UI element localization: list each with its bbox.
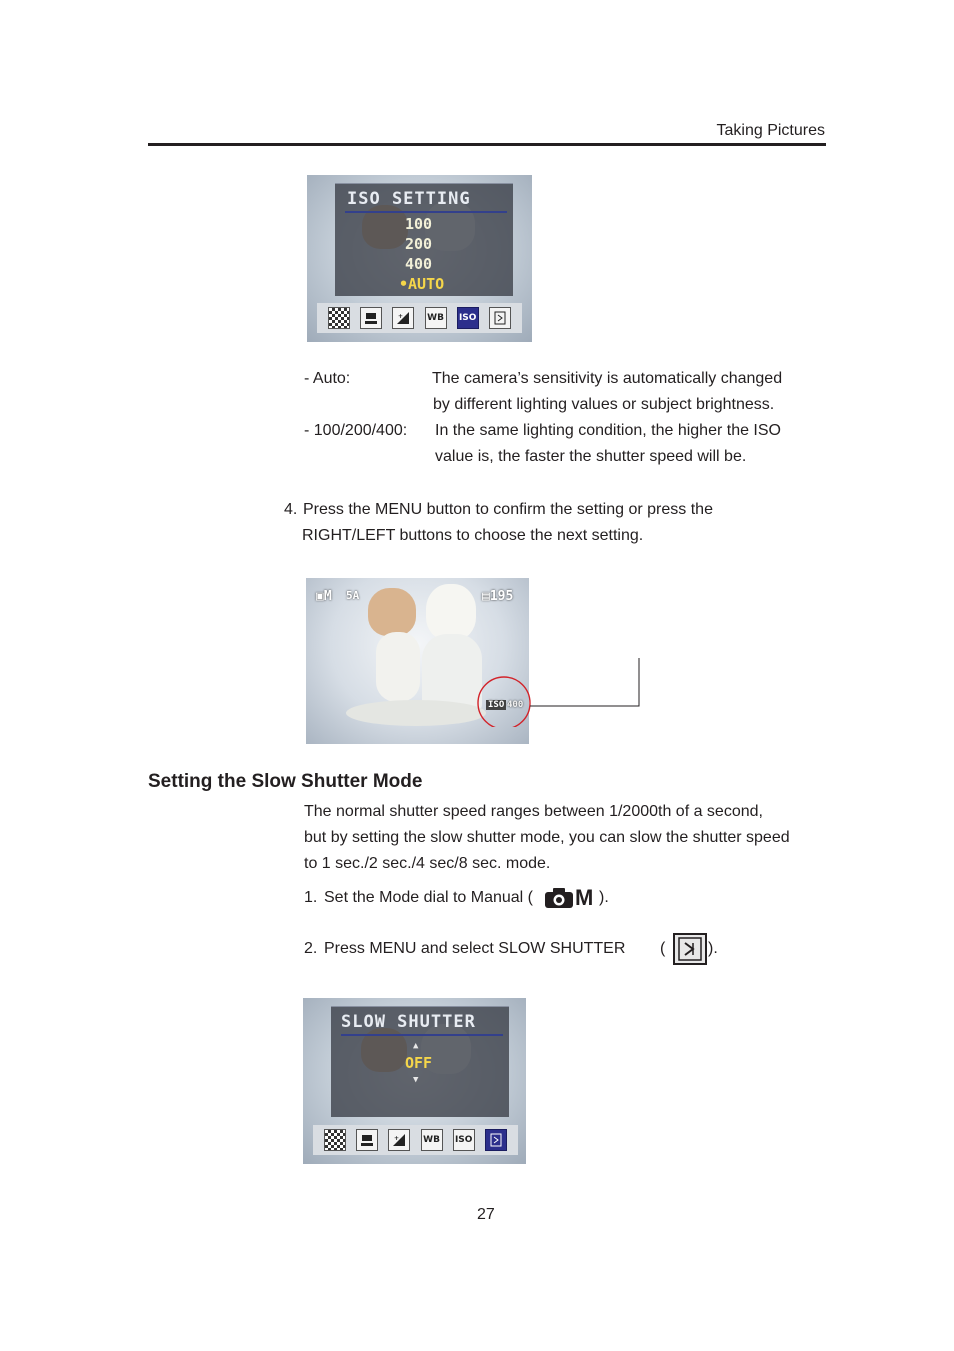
figure-bride-head	[426, 584, 476, 640]
section-heading: Setting the Slow Shutter Mode	[148, 771, 423, 792]
iso-indicator-icon: ISO	[488, 700, 505, 710]
quality-icon[interactable]	[328, 307, 350, 329]
memory-card-icon: ▤	[482, 589, 490, 604]
slow-shutter-icon	[673, 933, 707, 965]
up-arrow-icon[interactable]: ▲	[413, 1041, 419, 1051]
camera-icon	[544, 887, 574, 909]
figurine-base	[346, 700, 486, 726]
figure-groom-body	[376, 632, 420, 702]
section-title: Taking Pictures	[716, 122, 825, 139]
shots-remaining: ▤195	[482, 589, 514, 604]
step-4-line-2: RIGHT/LEFT buttons to choose the next setting.	[302, 527, 644, 544]
menu-underline	[341, 1034, 503, 1036]
note-term-100-200-400: - 100/200/400:	[304, 422, 408, 439]
intro-line-3: to 1 sec./2 sec./4 sec/8 sec. mode.	[304, 855, 551, 872]
iso-option-auto[interactable]: •AUTO	[399, 275, 445, 293]
note-auto-line-1: The camera’s sensitivity is automatically changed	[432, 370, 783, 387]
sharpness-icon[interactable]	[356, 1129, 378, 1151]
iso-option-100[interactable]: 100	[405, 215, 433, 233]
note-term-auto: - Auto:	[304, 370, 351, 387]
slow-menu-iconbar	[313, 1125, 518, 1155]
step-1-text: Set the Mode dial to Manual (	[324, 889, 534, 906]
iso-menu-iconbar	[317, 303, 522, 333]
manual-letter: M	[575, 885, 594, 910]
figure-groom-head	[368, 588, 416, 636]
callout-circle	[478, 677, 530, 727]
slow-shutter-icon[interactable]	[485, 1129, 507, 1151]
wb-icon[interactable]: WB	[425, 307, 447, 329]
quality-icon[interactable]	[324, 1129, 346, 1151]
iso-option-200[interactable]: 200	[405, 235, 433, 253]
step-2-number: 2.	[304, 940, 318, 957]
flash-indicator: 5A	[346, 589, 360, 602]
svg-text:+: +	[394, 1135, 400, 1142]
page-number: 27	[477, 1206, 495, 1223]
callout-leader-line	[530, 658, 639, 706]
camera-mode-icon: ▣	[316, 589, 324, 604]
note-auto-line-2: by different lighting values or subject brightness.	[433, 396, 775, 413]
slow-shutter-menu-panel	[331, 1006, 509, 1117]
header-rule	[148, 143, 826, 146]
mode-indicator: ▣M	[316, 589, 332, 604]
exposure-icon[interactable]	[388, 1129, 410, 1151]
slow-shutter-value[interactable]: OFF	[405, 1054, 433, 1072]
iso-icon[interactable]: ISO	[457, 307, 479, 329]
note-iso-line-1: In the same lighting condition, the higher the ISO	[435, 422, 781, 439]
iso-menu-panel	[335, 183, 513, 296]
slow-shutter-icon[interactable]	[489, 307, 511, 329]
sharpness-icon[interactable]	[360, 307, 382, 329]
slow-shutter-title: SLOW SHUTTER	[341, 1012, 476, 1032]
iso-option-400[interactable]: 400	[405, 255, 433, 273]
intro-line-1: The normal shutter speed ranges between 1/2000th of a second,	[304, 803, 763, 820]
step-4-line-1: Press the MENU button to confirm the setting or press the	[303, 501, 713, 518]
iso-callout	[470, 655, 650, 727]
iso-badge: 400	[507, 700, 524, 710]
manual-mode-icon	[544, 887, 593, 909]
step-1-close: ).	[599, 889, 609, 906]
note-iso-line-2: value is, the faster the shutter speed will be.	[435, 448, 747, 465]
down-arrow-icon[interactable]: ▼	[413, 1075, 419, 1085]
step-4-number: 4.	[284, 501, 298, 518]
svg-text:+: +	[398, 313, 404, 320]
step-2-open-paren: (	[660, 940, 666, 957]
step-2-close: ).	[708, 940, 718, 957]
menu-underline	[345, 211, 507, 213]
step-1-number: 1.	[304, 889, 318, 906]
iso-menu-title: ISO SETTING	[347, 189, 471, 209]
slow-shutter-screen	[303, 998, 526, 1164]
intro-line-2: but by setting the slow shutter mode, you can slow the shutter speed	[304, 829, 790, 846]
wb-icon[interactable]: WB	[421, 1129, 443, 1151]
iso-icon[interactable]: ISO	[453, 1129, 475, 1151]
iso-setting-screen	[307, 175, 532, 342]
step-2-text: Press MENU and select SLOW SHUTTER	[324, 940, 626, 957]
exposure-icon[interactable]	[392, 307, 414, 329]
